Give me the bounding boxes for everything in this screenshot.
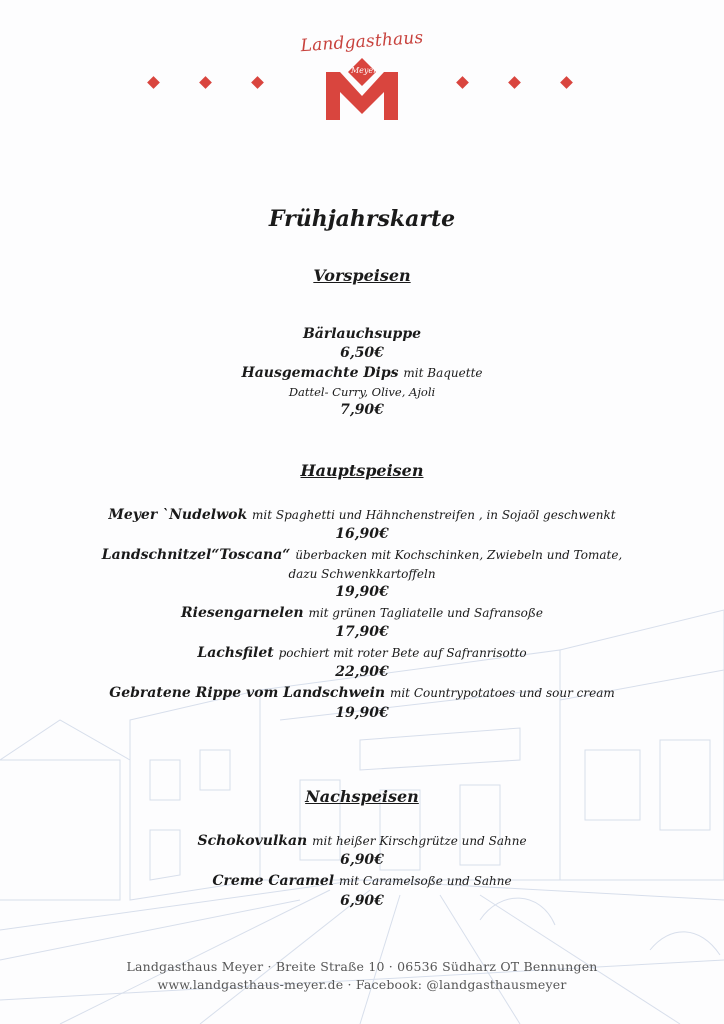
item-name: Schokovulkan [197, 833, 308, 849]
item-note: Dattel- Curry, Olive, Ajoli [288, 385, 436, 399]
menu-item-name [0, 365, 724, 381]
menu-item-name [0, 605, 724, 621]
item-description: mit Baquette [403, 366, 483, 380]
item-description: überbacken mit Kochschinken, Zwiebeln und Tomate, [295, 548, 623, 562]
logo-subtext: Meyer [350, 66, 377, 75]
logo-text: Landgasthaus [299, 27, 425, 57]
menu-item-name [0, 326, 724, 342]
item-description: mit Spaghetti und Hähnchenstreifen , in Sojaöl geschwenkt [252, 508, 616, 522]
menu-item-price: 6,50€ [340, 345, 384, 361]
item-name: Riesengarnelen [181, 605, 304, 621]
section-heading-mains: Hauptspeisen [300, 461, 424, 480]
item-note: dazu Schwenkkartoffeln [288, 567, 436, 581]
menu-item-price: 17,90€ [335, 624, 389, 640]
menu-item-name [0, 645, 724, 661]
menu-item-price: 6,90€ [340, 852, 384, 868]
item-description: pochiert mit roter Bete auf Safranrisotto [278, 646, 527, 660]
diamond-ornament [508, 76, 521, 89]
menu-item-price: 22,90€ [335, 664, 389, 680]
diamond-ornament [560, 76, 573, 89]
menu-item-price: 19,90€ [335, 584, 389, 600]
section-heading-starters: Vorspeisen [313, 266, 411, 285]
menu-item-price: 19,90€ [335, 705, 389, 721]
item-name: Lachsfilet [197, 645, 274, 661]
footer-address: Landgasthaus Meyer · Breite Straße 10 · 06536 Südharz OT Bennungen [126, 959, 598, 974]
menu-item-name [0, 685, 724, 701]
item-name: Bärlauchsuppe [302, 326, 422, 342]
footer-web: www.landgasthaus-meyer.de · Facebook: @landgasthausmeyer [157, 977, 567, 992]
logo-m-mark [322, 52, 402, 122]
menu-item-name [0, 507, 724, 523]
item-description: mit grünen Tagliatelle und Safransoße [308, 606, 543, 620]
diamond-ornament [147, 76, 160, 89]
item-name: Landschnitzel“Toscana“ [101, 547, 291, 563]
section-heading-desserts: Nachspeisen [305, 787, 419, 806]
item-description: mit heißer Kirschgrütze und Sahne [312, 834, 527, 848]
item-name: Creme Caramel [212, 873, 335, 889]
item-name: Gebratene Rippe vom Landschwein [109, 685, 386, 701]
menu-item-name [0, 873, 724, 889]
item-description: mit Countrypotatoes und sour cream [389, 686, 615, 700]
item-description: mit Caramelsoße und Sahne [339, 874, 512, 888]
diamond-ornament [456, 76, 469, 89]
diamond-ornament [251, 76, 264, 89]
menu-title: Frühjahrskarte [268, 206, 456, 232]
diamond-ornament [199, 76, 212, 89]
menu-item-name [0, 833, 724, 849]
brand-logo [299, 27, 425, 130]
item-name: Hausgemachte Dips [241, 365, 399, 381]
item-name: Meyer `Nudelwok [108, 507, 248, 523]
menu-item-price: 6,90€ [340, 893, 384, 909]
menu-item-price: 7,90€ [340, 402, 384, 418]
menu-item-price: 16,90€ [335, 526, 389, 542]
menu-item-name [0, 547, 724, 563]
